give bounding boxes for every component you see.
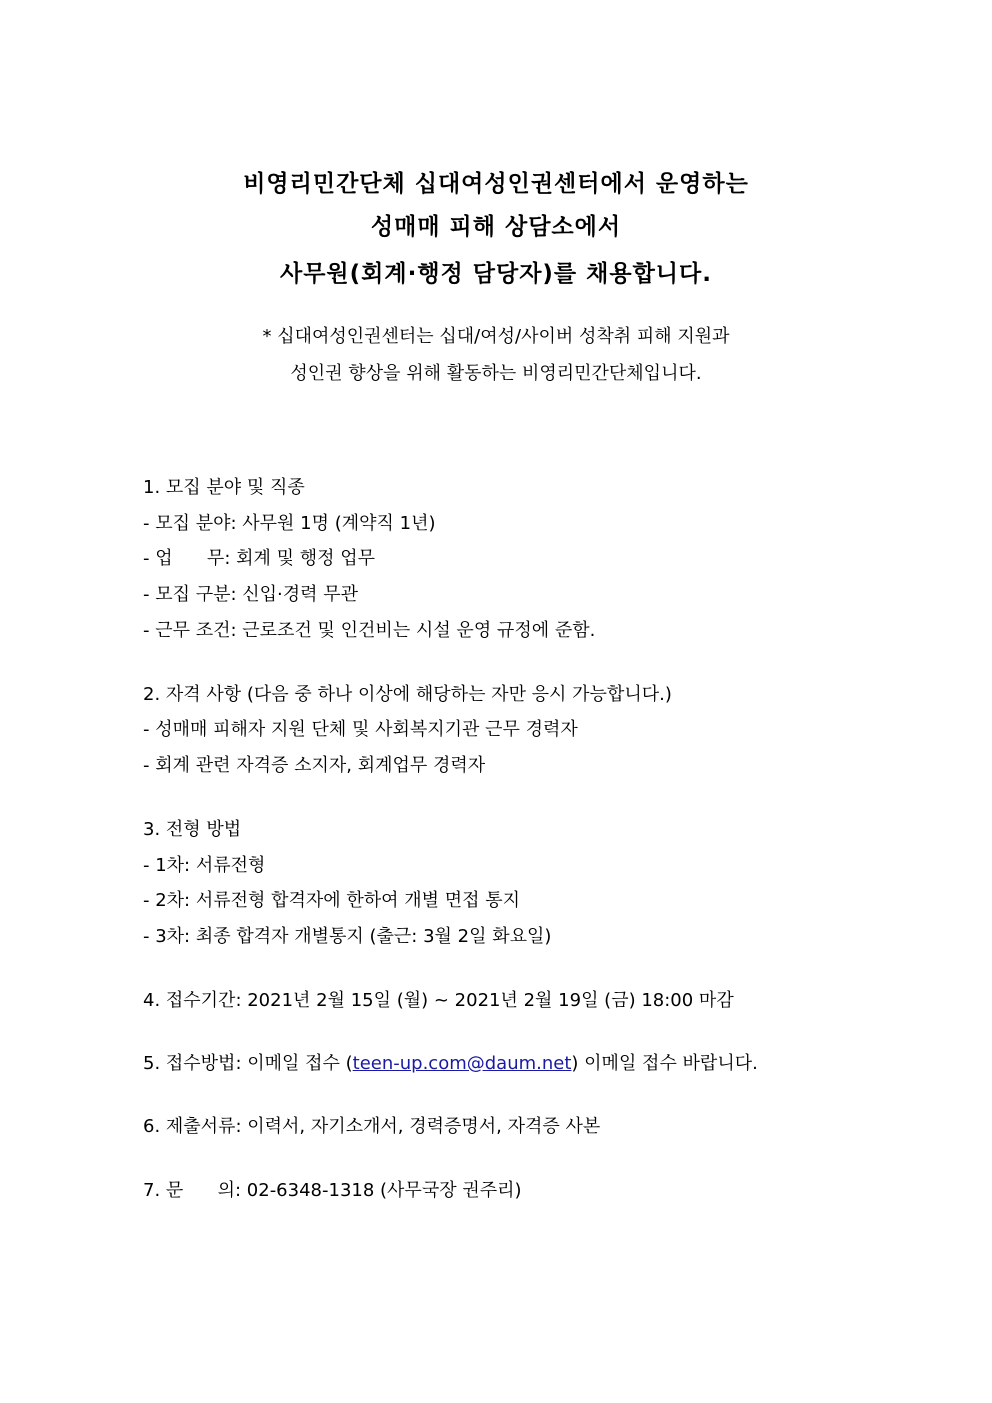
section-5-suffix: ) 이메일 접수 바랍니다. bbox=[571, 1053, 758, 1074]
section-1-item: - 모집 분야: 사무원 1명 (계약직 1년) bbox=[143, 513, 436, 534]
section-2-item: - 회계 관련 자격증 소지자, 회계업무 경력자 bbox=[143, 755, 486, 776]
section-5-method bbox=[143, 1049, 758, 1075]
section-1-item: - 업 무: 회계 및 행정 업무 bbox=[143, 548, 375, 569]
section-1-item: - 모집 구분: 신입·경력 무관 bbox=[143, 584, 359, 605]
section-1-title: 1. 모집 분야 및 직종 bbox=[143, 477, 305, 498]
note-line-2: 성인권 향상을 위해 활동하는 비영리민간단체입니다. bbox=[290, 363, 702, 384]
title-line-3: 사무원(회계·행정 담당자)를 채용합니다. bbox=[279, 261, 712, 287]
section-4-period: 4. 접수기간: 2021년 2월 15일 (월) ~ 2021년 2월 19일 (금) 18:00 마감 bbox=[143, 990, 734, 1011]
title-line-2: 성매매 피해 상담소에서 bbox=[370, 214, 622, 240]
email-link[interactable]: teen-up.com@daum.net bbox=[352, 1053, 572, 1074]
title-line-1: 비영리민간단체 십대여성인권센터에서 운영하는 bbox=[243, 171, 749, 197]
section-7-contact: 7. 문 의: 02-6348-1318 (사무국장 권주리) bbox=[143, 1180, 522, 1201]
section-3-item: - 2차: 서류전형 합격자에 한하여 개별 면접 통지 bbox=[143, 890, 521, 911]
note-line-1: * 십대여성인권센터는 십대/여성/사이버 성착취 피해 지원과 bbox=[262, 326, 730, 347]
section-3-item: - 3차: 최종 합격자 개별통지 (출근: 3월 2일 화요일) bbox=[143, 926, 552, 947]
section-5-prefix: 5. 접수방법: 이메일 접수 ( bbox=[143, 1053, 353, 1074]
section-6-documents: 6. 제출서류: 이력서, 자기소개서, 경력증명서, 자격증 사본 bbox=[143, 1116, 601, 1137]
section-3-title: 3. 전형 방법 bbox=[143, 819, 242, 840]
section-2-item: - 성매매 피해자 지원 단체 및 사회복지기관 근무 경력자 bbox=[143, 719, 578, 740]
section-2-title: 2. 자격 사항 (다음 중 하나 이상에 해당하는 자만 응시 가능합니다.) bbox=[143, 684, 672, 705]
section-1-item: - 근무 조건: 근로조건 및 인건비는 시설 운영 규정에 준함. bbox=[143, 620, 596, 641]
section-3-item: - 1차: 서류전형 bbox=[143, 855, 266, 876]
